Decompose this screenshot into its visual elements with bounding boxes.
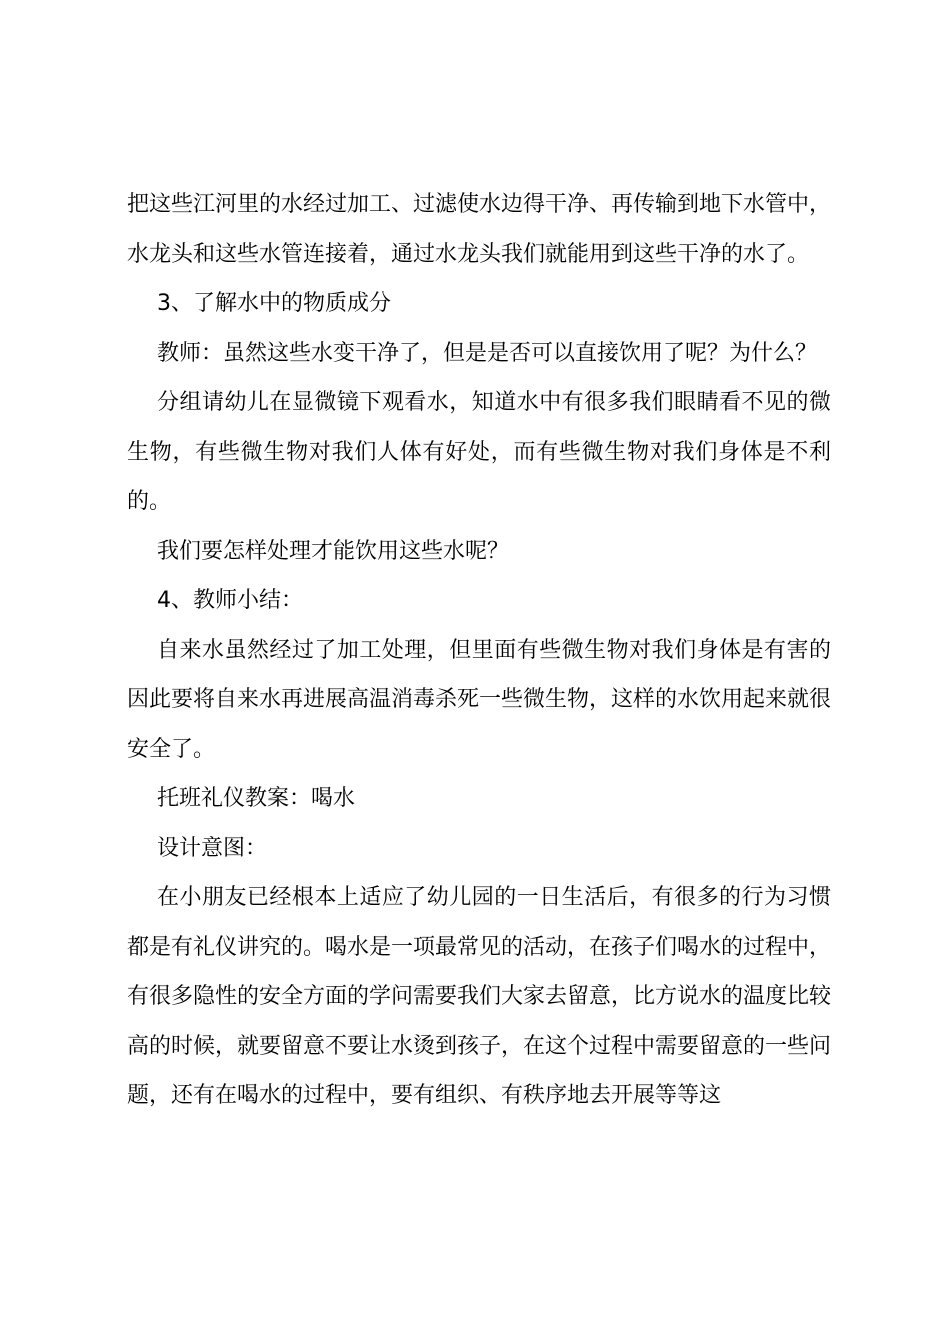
paragraph-continuation: 把这些江河里的水经过加工、过滤使水边得干净、再传输到地下水管中，水龙头和这些水管连接着，通过水龙头我们就能用到这些干净的水了。 [127, 192, 832, 267]
paragraph-teacher-question: 教师：虽然这些水变干净了，但是是否可以直接饮用了呢？为什么？ [157, 340, 818, 366]
document-body [127, 180, 831, 1121]
section-heading-4: 4、教师小结： [157, 588, 303, 613]
section-heading-3: 3、了解水中的物质成分 [157, 291, 391, 316]
paragraph-microscope: 分组请幼儿在显微镜下观看水，知道水中有很多我们眼睛看不见的微生物，有些微生物对我们人体有好处，而有些微生物对我们身体是不利的。 [127, 390, 831, 514]
paragraph-summary: 自来水虽然经过了加工处理，但里面有些微生物对我们身体是有害的因此要将自来水再进展高温消毒杀死一些微生物，这样的水饮用起来就很安全了。 [127, 637, 832, 762]
lesson-title: 托班礼仪教案：喝水 [157, 786, 356, 811]
paragraph-design-intent: 在小朋友已经根本上适应了幼儿园的一日生活后，有很多的行为习惯都是有礼仪讲究的。喝水是一项最常见的活动，在孩子们喝水的过程中，有很多隐性的安全方面的学问需要我们大家去留意，比方说水的温度比较高的时候，就要留意不要让水烫到孩子，在这个过程中需要留意的一些问题，还有在喝水的过程中，要有组织、有秩序地去开展等等这 [127, 885, 832, 1108]
paragraph-how-to-drink: 我们要怎样处理才能饮用这些水呢？ [157, 538, 510, 564]
design-intent-heading: 设计意图： [157, 835, 268, 861]
